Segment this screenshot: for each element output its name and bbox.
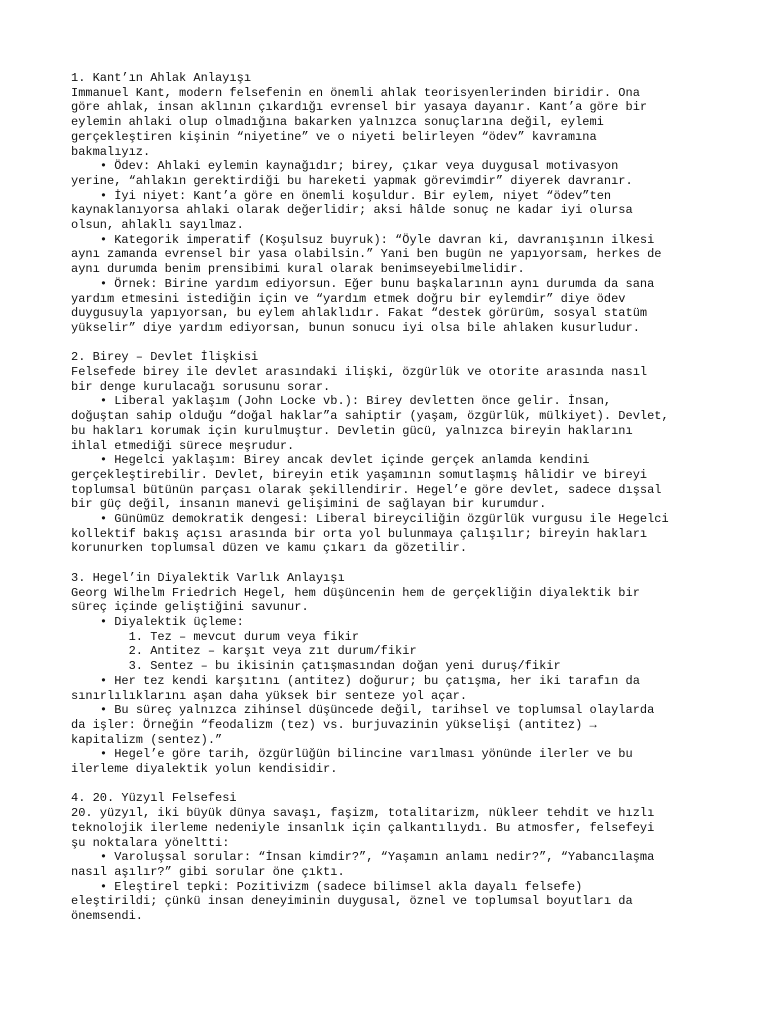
text-line: korunurken toplumsal düzen ve kamu çıkarı da gözetilir. [71,541,468,556]
text-line: gerçekleştirebilir. Devlet, bireyin etik yaşamının somutlaşmış hâlidir ve bireyi [71,467,648,482]
text-line: 2. Antitez – karşıt veya zıt durum/fikir [71,644,417,659]
text-line: yükselir” diye yardım ediyorsan, bunun sonucu iyi olsa bile ahlaken kusurludur. [71,320,640,335]
text-line: 3. Sentez – bu ikisinin çatışmasından doğan yeni duruş/fikir [71,659,561,674]
text-line: • Ödev: Ahlaki eylemin kaynağıdır; birey, çıkar veya duygusal motivasyon [71,159,619,174]
text-line: bir güç değil, insanın manevi gelişimini de sağlayan bir kurumdur. [71,497,547,512]
text-line: Georg Wilhelm Friedrich Hegel, hem düşüncenin hem de gerçekliğin diyalektik bir [71,585,640,600]
section-heading: 3. Hegel’in Diyalektik Varlık Anlayışı [71,570,345,585]
text-line: önemsendi. [71,909,144,924]
text-line: Immanuel Kant, modern felsefenin en önemli ahlak teorisyenlerinden biridir. Ona [71,85,640,100]
section-heading: 1. Kant’ın Ahlak Anlayışı [71,71,252,85]
text-line: 20. yüzyıl, iki büyük dünya savaşı, faşizm, totalitarizm, nükleer tehdit ve hızlı [71,806,655,821]
text-line: • Hegel’e göre tarih, özgürlüğün bilincine varılması yönünde ilerler ve bu [71,747,633,762]
section-1 [71,71,711,336]
text-line: doğuştan sahip olduğu “doğal haklar”a sahiptir (yaşam, özgürlük, mülkiyet). Devlet, [71,409,669,424]
text-line: aynı durumda benim prensibimi kural olarak benimseyebilmelidir. [71,262,525,277]
text-line: aynı zamanda evrensel bir yasa olabilsin.” Yani ben bugün ne yapıyorsam, herkes de [71,247,662,262]
section-4 [71,791,711,923]
section-spacer [71,777,711,792]
document-page [71,71,711,924]
text-line: şu noktalara yöneltti: [71,835,230,850]
text-line: eleştirildi; çünkü insan deneyiminin duygusal, öznel ve toplumsal boyutları da [71,894,633,909]
text-line: yardım etmesini istediğin için ve “yardım etmek doğru bir eylemdir” diye ödev [71,291,626,306]
section-heading: 4. 20. Yüzyıl Felsefesi [71,791,237,806]
text-line: nasıl aşılır?” gibi sorular öne çıktı. [71,864,345,879]
section-spacer [71,336,711,351]
text-line: bu hakları korumak için kurulmuştur. Devletin gücü, yalnızca bireyin haklarını [71,423,633,438]
text-line: • İyi niyet: Kant’a göre en önemli koşuldur. Bir eylem, niyet “ödev”ten [71,188,612,203]
text-line: Felsefede birey ile devlet arasındaki ilişki, özgürlük ve otorite arasında nasıl [71,365,648,380]
text-line: eylemin ahlaki olup olmadığına bakarken yalnızca sonuçlarına değil, eylemi [71,115,604,130]
text-line: • Bu süreç yalnızca zihinsel düşüncede değil, tarihsel ve toplumsal olaylarda [71,703,655,718]
text-line: • Liberal yaklaşım (John Locke vb.): Birey devletten önce gelir. İnsan, [71,394,612,409]
text-line: • Varoluşsal sorular: “İnsan kimdir?”, “Yaşamın anlamı nedir?”, “Yabancılaşma [71,850,655,865]
text-line: gerçekleştiren kişinin “niyetine” ve o niyeti belirleyen “ödev” kavramına [71,129,597,144]
text-line: • Diyalektik üçleme: [71,614,244,629]
text-line: 1. Tez – mevcut durum veya fikir [71,629,360,644]
text-line: olsun, ahlaklı sayılmaz. [71,218,244,233]
text-line: ihlal etmediği sürece meşrudur. [71,438,295,453]
text-line: • Hegelci yaklaşım: Birey ancak devlet içinde gerçek anlamda kendini [71,453,590,468]
text-line: sınırlılıklarını aşan daha yüksek bir senteze yol açar. [71,688,468,703]
text-line: kollektif bakış açısı arasında bir orta yol bulunmaya çalışılır; bireyin hakları [71,526,648,541]
text-line: kaynaklanıyorsa ahlaki olarak değerlidir; aksi hâlde sonuç ne kadar iyi olursa [71,203,633,218]
text-line: bakmalıyız. [71,144,151,159]
text-line: göre ahlak, insan aklının çıkardığı evrensel bir yasaya dayanır. Kant’a göre bir [71,100,648,115]
text-line: ilerleme diyalektik yolun kendisidir. [71,762,338,777]
text-line: süreç içinde geliştiğini savunur. [71,600,309,615]
text-line: • Eleştirel tepki: Pozitivizm (sadece bilimsel akla dayalı felsefe) [71,879,583,894]
text-line: teknolojik ilerleme nedeniyle insanlık için çalkantılıydı. Bu atmosfer, felsefeyi [71,820,655,835]
section-spacer [71,556,711,571]
text-line: bir denge kurulacağı sorusunu sorar. [71,379,331,394]
text-line: • Kategorik imperatif (Koşulsuz buyruk): “Öyle davran ki, davranışının ilkesi [71,232,655,247]
text-line: kapitalizm (sentez).” [71,732,223,747]
section-heading: 2. Birey – Devlet İlişkisi [71,350,259,365]
text-line: • Günümüz demokratik dengesi: Liberal bireyciliğin özgürlük vurgusu ile Hegelci [71,512,669,527]
text-line: • Örnek: Birine yardım ediyorsun. Eğer bunu başkalarının aynı durumda da sana [71,276,655,291]
text-line: duygusuyla yapıyorsan, bu eylem ahlaklıdır. Fakat “destek görürüm, sosyal statüm [71,306,648,321]
text-line: yerine, “ahlakın gerektirdiği bu hareketi yapmak görevimdir” diyerek davranır. [71,173,633,188]
section-2 [71,350,711,556]
text-line: toplumsal bütünün parçası olarak şekillendirir. Hegel’e göre devlet, sadece dışsal [71,482,662,497]
text-line: • Her tez kendi karşıtını (antitez) doğurur; bu çatışma, her iki tarafın da [71,673,640,688]
section-3 [71,571,711,777]
text-line: da işler: Örneğin “feodalizm (tez) vs. burjuvazinin yükselişi (antitez) → [71,717,597,732]
